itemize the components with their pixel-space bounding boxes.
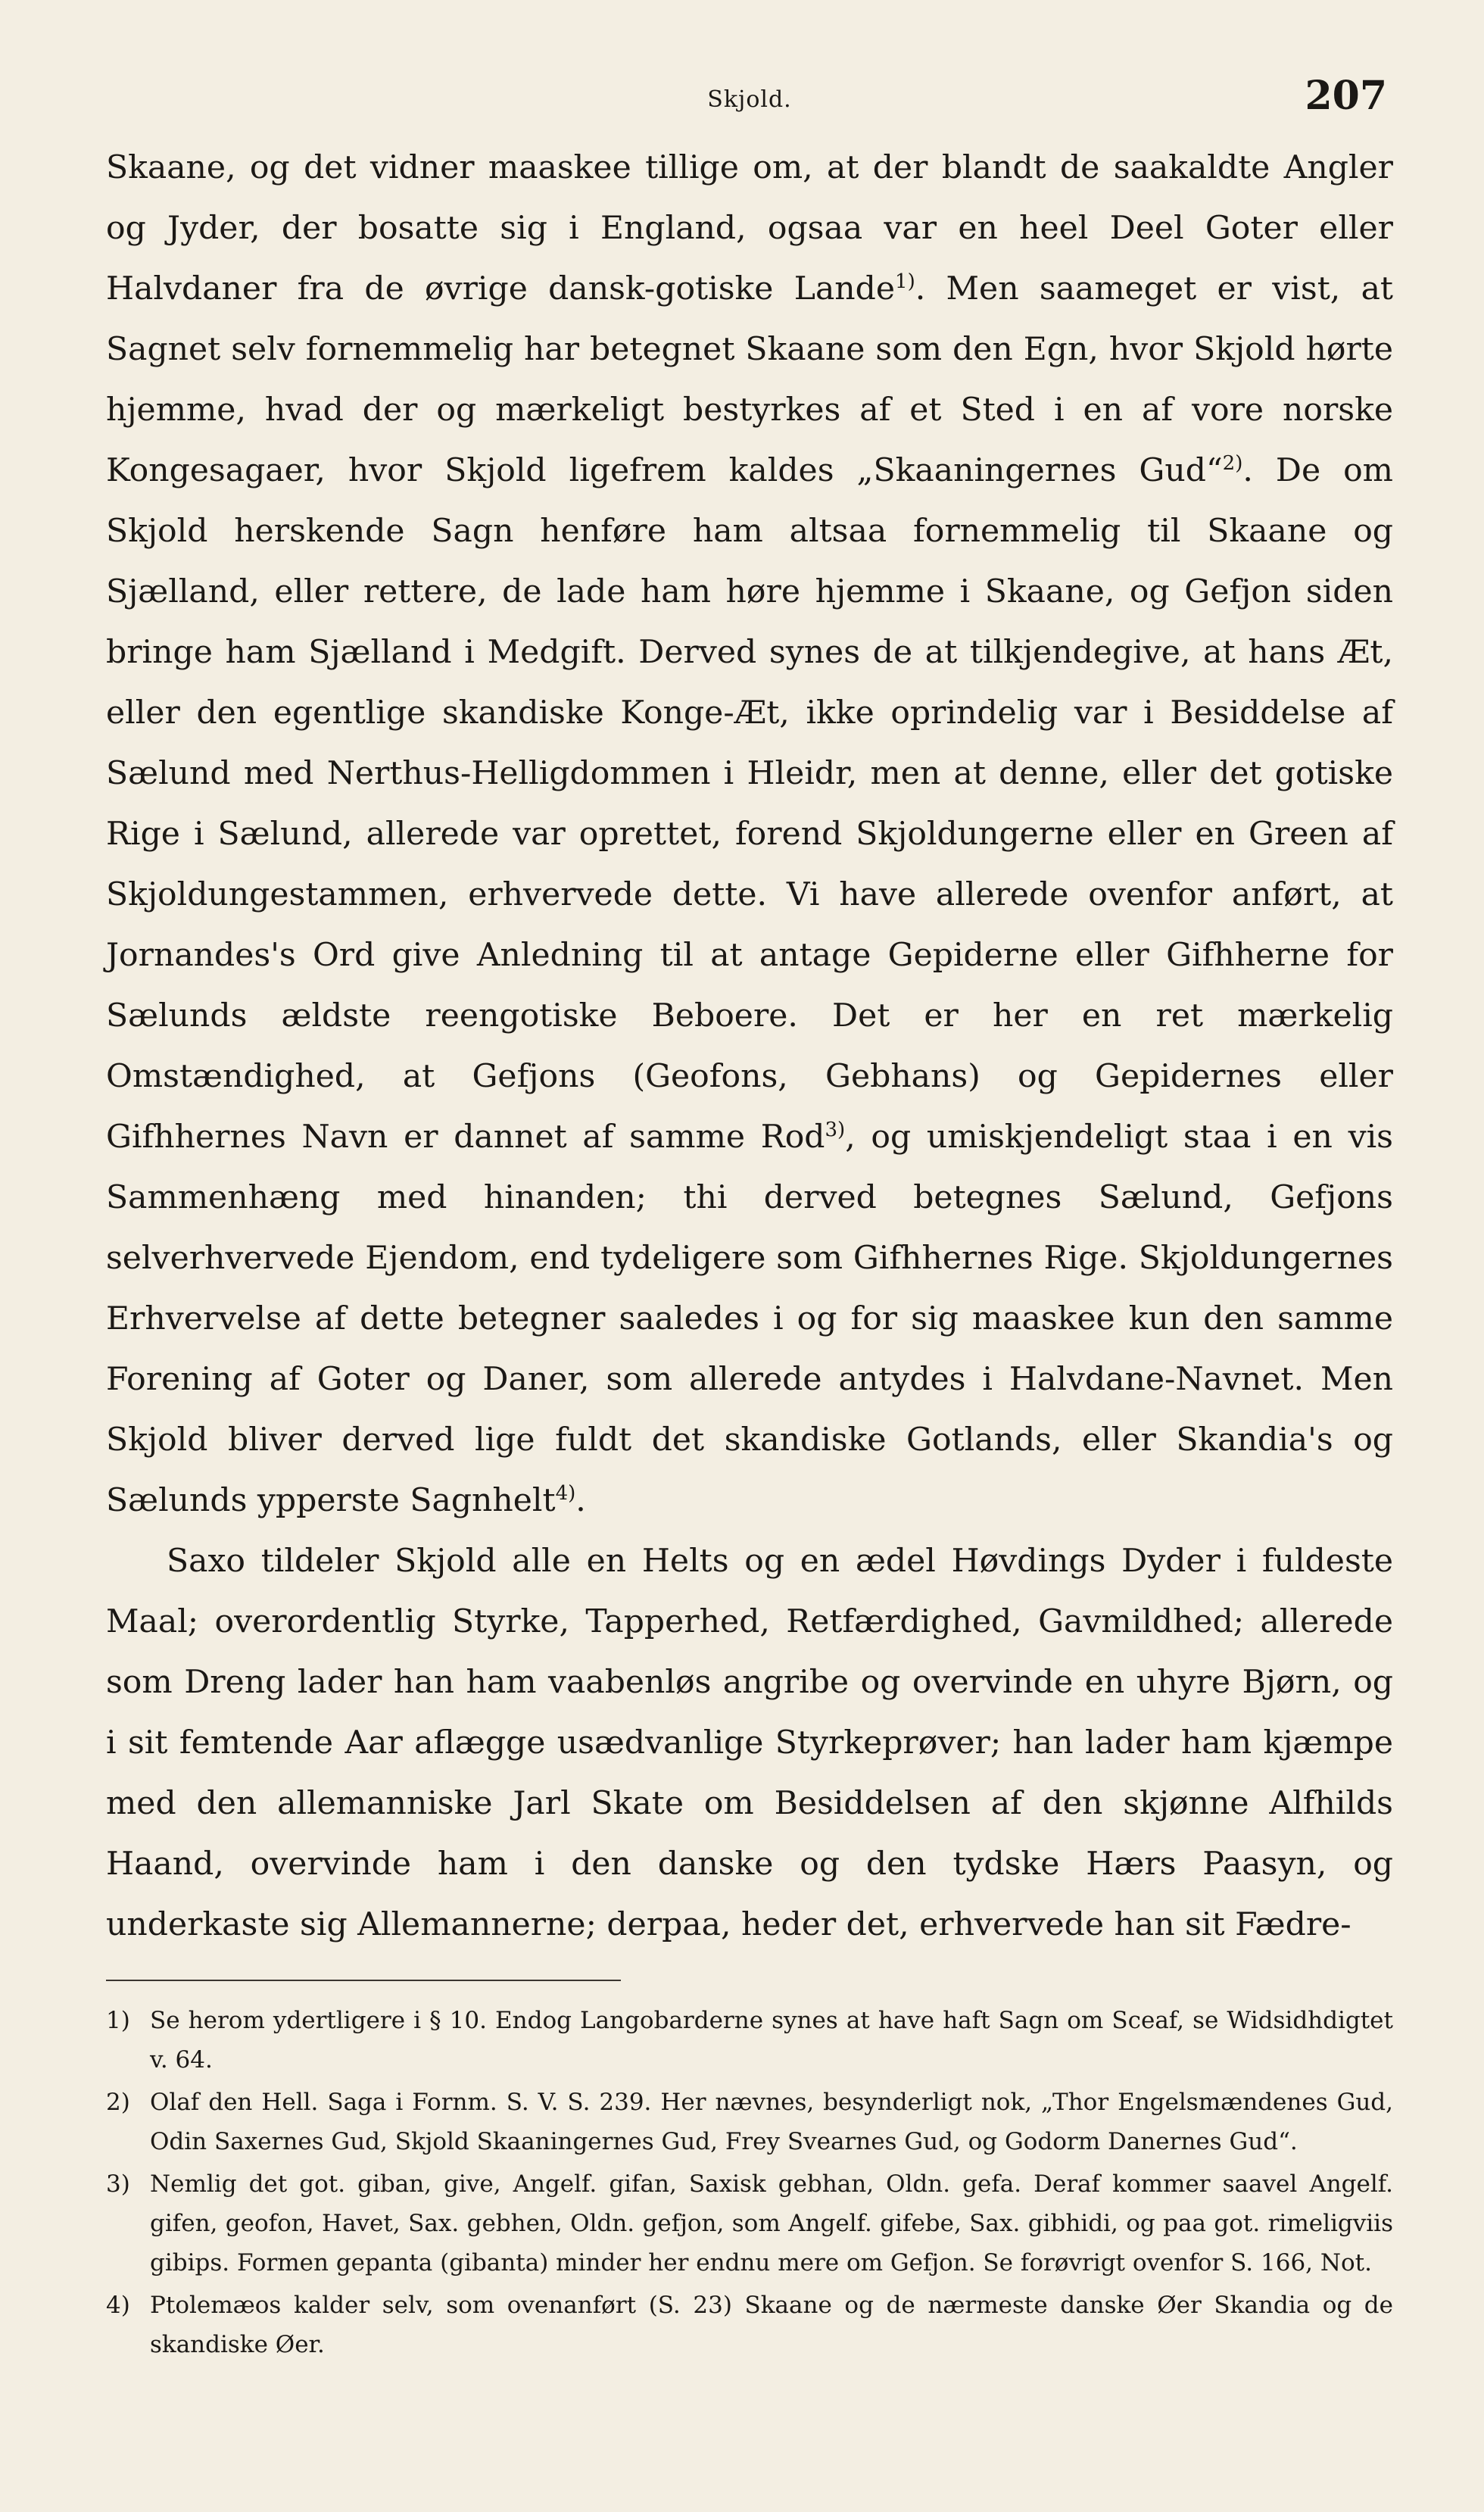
footnote-4-number: 4) [106, 2292, 130, 2319]
footnote-2 [106, 2083, 1393, 2161]
paragraph-1 [106, 138, 1393, 1531]
footnote-ref-2: 2) [1222, 451, 1243, 475]
footnote-4 [106, 2286, 1393, 2364]
footnote-1 [106, 2001, 1393, 2080]
footnote-1-number: 1) [106, 2007, 130, 2034]
running-head: Skjold. [707, 86, 792, 113]
main-text [106, 138, 1393, 1955]
paragraph-1-part-a: Skaane, og det vidner maaskee tillige om, at der blandt de saakaldte Angler og Jyder, der bosatte sig i England, ogsaa var en heel Deel Goter eller Halvdaner fra de øvrige dansk-gotiske Lande [106, 149, 1393, 307]
footnote-2-number: 2) [106, 2089, 130, 2116]
footnotes [106, 2001, 1393, 2364]
footnote-ref-3: 3) [825, 1118, 846, 1141]
footnote-4-text: Ptolemæos kalder selv, som ovenanført (S. 23) Skaane og de nærmeste danske Øer Skandia og de skandiske Øer. [150, 2292, 1393, 2358]
paragraph-2: Saxo tildeler Skjold alle en Helts og en ædel Høvdings Dyder i fuldeste Maal; overordentlig Styrke, Tapperhed, Retfærdighed, Gavmildhed; allerede som Dreng lader han ham vaabenløs angribe og overvinde en uhyre Bjørn, og i sit femtende Aar aflægge usædvanlige Styrkeprøver; han lader ham kjæmpe med den allemanniske Jarl Skate om Besiddelsen af den skjønne Alfhilds Haand, overvinde ham i den danske og den tydske Hærs Paasyn, og underkaste sig Allemannerne; derpaa, heder det, erhvervede han sit Fædre- [106, 1543, 1393, 1943]
paragraph-1-part-d: , og umiskjendeligt staa i en vis Sammenhæng med hinanden; thi derved betegnes Sælund, Gefjons selverhvervede Ejendom, end tydeligere som Gifhhernes Rige. Skjoldungernes Erhvervelse af dette betegner saaledes i og for sig maaskee kun den samme Forening af Goter og Daner, som allerede antydes i Halvdane-Navnet. Men Skjold bliver derved lige fuldt det skandiske Gotlands, eller Skandia's og Sælunds ypperste Sagnhelt [106, 1119, 1393, 1519]
footnote-3-text: Nemlig det got. giban, give, Angelf. gifan, Saxisk gebhan, Oldn. gefa. Deraf kommer saavel Angelf. gifen, geofon, Havet, Sax. gebhen, Oldn. gefjon, som Angelf. gifebe, Sax. gibhidi, og paa got. rimeligviis gibips. Formen gepanta (gibanta) minder her endnu mere om Gefjon. Se forøvrigt ovenfor S. 166, Not. [150, 2170, 1393, 2276]
page-number: 207 [1305, 73, 1387, 119]
footnote-3 [106, 2164, 1393, 2283]
footnote-ref-4: 4) [555, 1481, 576, 1505]
paragraph-1-part-b: . Men saameget er vist, at Sagnet selv fornemmelig har betegnet Skaane som den Egn, hvor Skjold hørte hjemme, hvad der og mærkeligt bestyrkes af et Sted i en af vore norske Kongesagaer, hvor Skjold ligefrem kaldes „Skaaningernes Gud“ [106, 270, 1393, 489]
footnote-ref-1: 1) [895, 270, 915, 293]
footnote-divider [106, 1980, 621, 1981]
paragraph-1-part-e: . [575, 1482, 586, 1519]
page-header [106, 68, 1393, 129]
footnote-2-text: Olaf den Hell. Saga i Fornm. S. V. S. 239. Her nævnes, besynderligt nok, „Thor Engelsmændenes Gud, Odin Saxernes Gud, Skjold Skaaningernes Gud, Frey Svearnes Gud, og Godorm Danernes Gud“. [150, 2089, 1393, 2155]
footnote-3-number: 3) [106, 2170, 130, 2198]
paragraph-1-part-c: . De om Skjold herskende Sagn henføre ham altsaa fornemmelig til Skaane og Sjælland, eller rettere, de lade ham høre hjemme i Skaane, og Gefjon siden bringe ham Sjælland i Medgift. Derved synes de at tilkjendegive, at hans Æt, eller den egentlige skandiske Konge-Æt, ikke oprindelig var i Besiddelse af Sælund med Nerthus-Helligdommen i Hleidr, men at denne, eller det gotiske Rige i Sælund, allerede var oprettet, forend Skjoldungerne eller en Green af Skjoldungestammen, erhvervede dette. Vi have allerede ovenfor anført, at Jornandes's Ord give Anledning til at antage Gepiderne eller Gifhherne for Sælunds ældste reengotiske Beboere. Det er her en ret mærkelig Omstændighed, at Gefjons (Geofons, Gebhans) og Gepidernes eller Gifhhernes Navn er dannet af samme Rod [106, 452, 1393, 1156]
book-page [106, 68, 1393, 2476]
footnote-1-text: Se herom ydertligere i § 10. Endog Langobarderne synes at have haft Sagn om Sceaf, se Widsidhdigtet v. 64. [150, 2007, 1393, 2074]
